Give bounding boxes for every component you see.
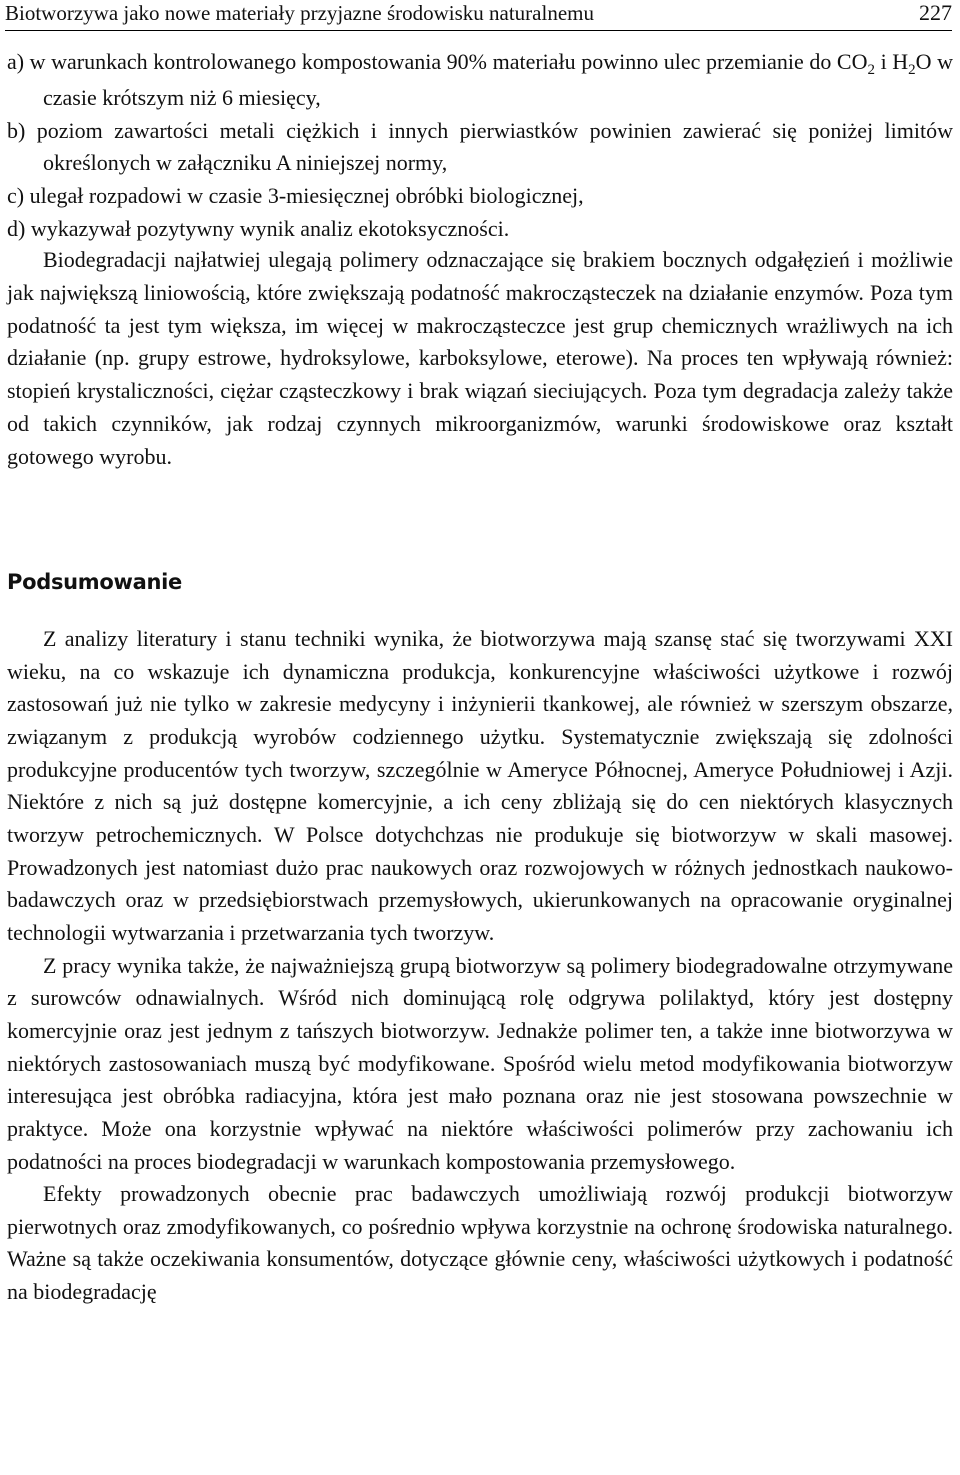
list-item-c: c) ulegał rozpadowi w czasie 3-miesięcznej obróbki biologicznej, [7, 183, 584, 209]
page-number: 227 [919, 0, 952, 25]
summary-paragraph-2: Z pracy wynika także, że najważniejszą grupą biotworzyw są polimery biodegradowalne otrzymywane z surowców odnawialnych. Wśród nich dominującą rolę odgrywa polilaktyd, który jest dostępny komercyjnie oraz jest jednym z tańszych biotworzyw. Jednakże polimer ten, a także inne biotworzywa w niektórych zastosowaniach muszą być modyfikowane. Spośród wielu metod modyfikowania biotworzyw interesująca jest obróbka radiacyjna, która jest mało poznana oraz nie jest stosowana powszechnie w praktyce. Może ona korzystnie wpływać na niektóre właściwości polimerów przy zachowaniu ich podatności na proces biodegradacji w warunkach kompostowania przemysłowego. [7, 952, 953, 1174]
list-item-a-text-2: i H [874, 49, 909, 74]
list-item-a-text-1: a) w warunkach kontrolowanego kompostowania 90% materiału powinno ulec przemianie do CO [7, 49, 868, 74]
subscript: 2 [867, 62, 875, 78]
summary-paragraph-3: Efekty prowadzonych obecnie prac badawczych umożliwiają rozwój produkcji biotworzyw pierwotnych oraz zmodyfikowanych, co pośrednio wpływa korzystnie na ochronę środowiska naturalnego. Ważne są także oczekiwania konsumentów, dotyczące głównie ceny, właściwości użytkowych i podatność na biodegradację [7, 1181, 953, 1305]
list-item-d: d) wykazywał pozytywny wynik analiz ekotoksyczności. [7, 215, 510, 241]
requirements-list [7, 46, 953, 246]
body-paragraph: Biodegradacji najłatwiej ulegają polimery odznaczające się brakiem bocznych odgałęzień i możliwie jak największą liniowością, które zwiększają podatność makrocząsteczek na działanie enzymów. Poza tym podatność ta jest tym większa, im więcej w makrocząsteczce jest grup chemicznych wrażliwych na ich działanie (np. grupy estrowe, hydroksylowe, karboksylowe, eterowe). Na proces ten wpływają również: stopień krystaliczności, ciężar cząsteczkowy i brak wiązań sieciujących. Poza tym degradacja zależy także od takich czynników, jak rodzaj czynnych mikroorganizmów, warunki środowiskowe oraz kształt gotowego wyrobu. [7, 247, 953, 469]
summary-paragraph-1: Z analizy literatury i stanu techniki wynika, że biotworzywa mają szansę stać się tworzywami XXI wieku, na co wskazuje ich dynamiczna produkcja, konkurencyjne właściwości użytkowe i rozwój zastosowań już nie tylko w zakresie medycyny i inżynierii tkankowej, ale również w szerszym obszarze, związanym z produkcją wyrobów codziennego użytku. Systematycznie zwiększają się zdolności produkcyjne producentów tych tworzyw, szczególnie w Ameryce Północnej, Ameryce Południowej i Azji. Niektóre z nich są już dostępne komercyjnie, a ich ceny zbliżają się do cen niektórych klasycznych tworzyw petrochemicznych. W Polsce dotychchzas nie produkuje się biotworzyw w skali masowej. Prowadzonych jest natomiast dużo prac naukowych oraz rozwojowych w różnych jednostkach naukowo-badawczych oraz w przedsiębiorstwach przemysłowych, ukierunkowanych na opracowanie oryginalnej technologii wytwarzania i przetwarzania tych tworzyw. [7, 626, 953, 945]
running-title: Biotworzywa jako nowe materiały przyjazne środowisku naturalnemu [5, 1, 594, 25]
summary-section [7, 623, 953, 1309]
list-item-a-text-3: O w czasie krótszym niż 6 miesięcy, [43, 49, 954, 110]
list-item-b: b) poziom zawartości metali ciężkich i innych pierwiastków powinien zawierać się poniżej limitów określonych w załączniku A niniejszej normy, [7, 117, 953, 176]
list-item-a [7, 46, 953, 115]
section-heading: Podsumowanie [7, 570, 182, 594]
running-header [5, 0, 952, 31]
subscript: 2 [908, 62, 916, 78]
